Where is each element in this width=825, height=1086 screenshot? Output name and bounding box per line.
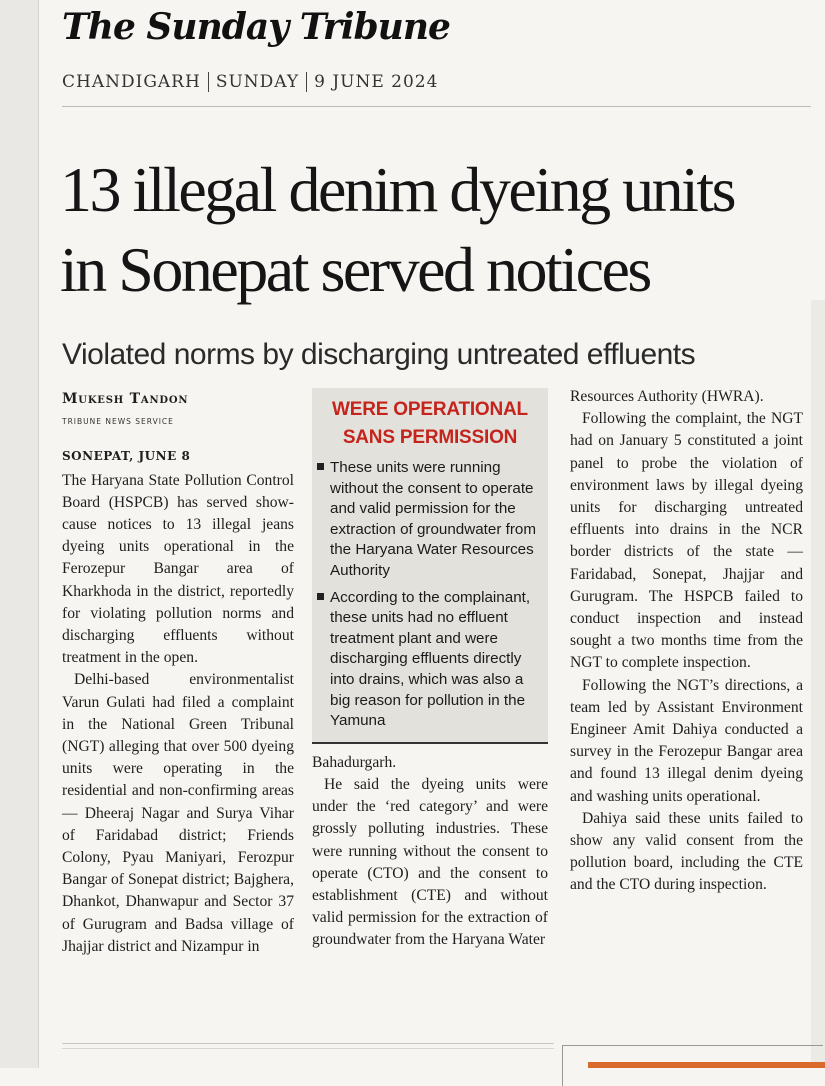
paragraph: He said the dyeing units were under the ‘red category’ and were grossly polluting industries. These were running without the consent to operate (CTO) and the consent to establishment (CTE) and without valid permission for the extraction of groundwater from the Haryana Water [312, 775, 548, 949]
article-column-1 [62, 388, 294, 958]
box-title-line-2: SANS PERMISSION [342, 427, 518, 448]
list-item [316, 458, 544, 582]
sidebar-box-title [312, 396, 548, 452]
masthead: The Sunday Tribune [62, 6, 450, 48]
paragraph: Following the complaint, the NGT had on January 5 constituted a joint panel to probe the violation of environment laws by illegal dyeing units for discharging untreated effluents into drains in the NCR border districts of the state — Faridabad, Sonepat, Jhajjar and Gurugram. The HSPCB failed to conduct inspection and instead sought a two months time from the NGT to complete inspection. [570, 410, 803, 672]
article-column-2 [312, 388, 548, 952]
headline [60, 150, 820, 310]
square-bullet-icon [317, 463, 324, 470]
byline [62, 388, 294, 410]
bottom-rule [62, 1048, 554, 1049]
paragraph: Bahadurgarh. [312, 753, 397, 771]
subheadline: Violated norms by discharging untreated effluents [62, 338, 696, 371]
dateline [62, 72, 438, 92]
list-item-text: These units were running without the consent to operate and valid permission for the extraction of groundwater from the Haryana Water Resources Authority [330, 459, 536, 579]
dateline-day: SUNDAY [215, 72, 300, 92]
box-title-line-1: WERE OPERATIONAL [332, 399, 528, 420]
article-column-3 [570, 386, 803, 897]
headline-line-2: in Sonepat served notices [60, 234, 650, 305]
page-margin-right [811, 300, 825, 1068]
paragraph: The Haryana State Pollution Control Board (HSPCB) has served show-cause notices to 13 illegal jeans dyeing units operational in the Ferozepur Bangar area of Kharkhoda in the district, reportedly for violating pollution norms and discharging effluents without treatment in the open. [62, 471, 294, 667]
sidebar-bullet-list [312, 458, 548, 732]
paragraph: Resources Authority (HWRA). [570, 388, 764, 405]
headline-line-1: 13 illegal denim dyeing units [60, 154, 735, 225]
page-margin-left [0, 0, 39, 1068]
masthead-rule [62, 106, 811, 107]
dateline-separator [306, 72, 307, 92]
list-item [316, 588, 544, 732]
square-bullet-icon [317, 593, 324, 600]
byline-name: Mukesh Tandon [62, 391, 189, 407]
list-item-text: According to the complainant, these units had no effluent treatment plant and were discharging effluents directly into drains, which was also a big reason for pollution in the Yamuna [330, 588, 531, 730]
next-article-accent-bar [588, 1062, 825, 1068]
sidebar-box [312, 388, 548, 744]
paragraph: Dahiya said these units failed to show any valid consent from the pollution board, including the CTE and the CTO during inspection. [570, 809, 803, 894]
place-date: SONEPAT, JUNE 8 [62, 449, 191, 464]
paragraph: Delhi-based environmentalist Varun Gulati had filed a complaint in the National Green Tribunal (NGT) alleging that over 500 dyeing units were operating in the residential and non-confirming areas — Dheeraj Nagar and Surya Vihar of Faridabad district; Friends Colony, Pyau Maniyari, Ferozpur Bangar of Sonepat district; Bajghera, Dhankot, Dhanwapur and Sector 37 of Gurugram and Badsa village of Jhajjar district and Nizampur in [62, 671, 294, 955]
news-service: TRIBUNE NEWS SERVICE [62, 417, 174, 427]
bottom-rule [62, 1043, 554, 1044]
dateline-city: CHANDIGARH [62, 72, 201, 92]
dateline-date: 9 JUNE 2024 [314, 72, 439, 92]
dateline-separator [208, 72, 209, 92]
paragraph: Following the NGT’s directions, a team led by Assistant Environment Engineer Amit Dahiya conducted a survey in the Ferozepur Bangar area and found 13 illegal denim dyeing and washing units operational. [570, 676, 803, 805]
